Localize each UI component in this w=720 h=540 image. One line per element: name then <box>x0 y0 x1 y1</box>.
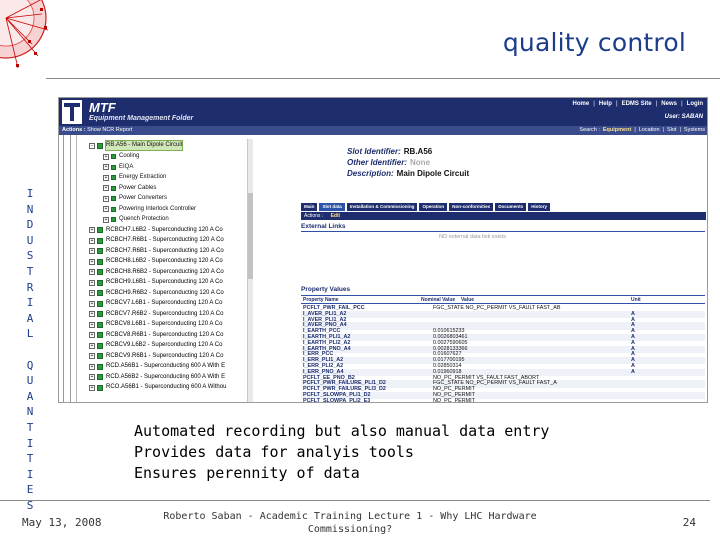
property-unit: A <box>631 310 635 317</box>
property-name[interactable]: PCFLT_PWR_FAILURE_PLI3_D2 <box>303 386 386 393</box>
particle-event-logo <box>0 0 56 88</box>
slide-title: quality control <box>502 28 686 57</box>
system-icon <box>111 165 116 170</box>
expand-icon[interactable]: + <box>104 153 108 160</box>
collapse-icon[interactable]: − <box>90 142 94 149</box>
expand-icon[interactable]: + <box>104 216 108 223</box>
property-name[interactable]: I_AVER_PLI1_A2 <box>303 316 347 323</box>
circuit-icon <box>97 280 103 286</box>
expand-icon[interactable]: + <box>104 185 108 191</box>
title-divider <box>46 78 720 79</box>
property-value: 0.0028133366 <box>433 345 468 352</box>
top-nav: Home | Help | EDMS Site | News | Login <box>572 101 703 107</box>
actions-bar <box>59 126 708 135</box>
expand-icon[interactable]: + <box>90 300 94 307</box>
circuit-icon <box>97 301 103 307</box>
caption-letter: E <box>26 483 34 497</box>
expand-icon[interactable]: + <box>90 258 94 265</box>
footer-credit: Roberto Saban - Academic Training Lecture 1 - Why LHC Hardware Commissioning? <box>163 511 537 535</box>
property-unit: A <box>631 363 635 369</box>
tree-item-circuit[interactable]: + RCBCH9.R6B2 - Superconducting 120 A Co <box>90 289 224 296</box>
system-icon <box>111 175 116 180</box>
page-number: 24 <box>682 516 696 529</box>
equipment-tree <box>59 135 254 403</box>
bullet-item: Ensures perennity of data <box>134 464 360 482</box>
mtf-app-screenshot <box>58 97 708 403</box>
circuit-icon <box>97 374 103 380</box>
edit-link[interactable]: Edit <box>330 213 341 219</box>
property-unit: A <box>631 357 635 364</box>
caption-letter: D <box>26 218 34 232</box>
property-name[interactable]: PCFLT_SLOWPA_PLI1_D2 <box>303 392 371 398</box>
expand-icon[interactable]: + <box>90 227 94 233</box>
section-divider <box>301 295 705 296</box>
caption-letter: N <box>26 405 34 419</box>
property-unit: A <box>631 368 635 375</box>
tab-documents[interactable]: Documents <box>495 203 526 211</box>
detail-tabs <box>301 203 550 211</box>
tree-scrollbar[interactable] <box>247 139 253 403</box>
property-name[interactable]: I_ERR_PCC <box>303 351 334 358</box>
tree-item-circuit[interactable]: + RCBCH8.L6B2 - Superconducting 120 A Co <box>90 258 223 265</box>
property-value: 0.0026803461 <box>433 334 468 340</box>
property-value: 0.017700195 <box>433 357 465 364</box>
property-name[interactable]: I_ERR_PLI1_A2 <box>303 357 344 364</box>
property-unit: A <box>631 345 635 352</box>
footer-date: May 13, 2008 <box>22 516 102 529</box>
tab-main[interactable]: Main <box>301 203 317 211</box>
expand-icon[interactable]: + <box>90 363 94 370</box>
tree-item-circuit[interactable]: + RCD.A56B1 - Superconducting 600 A With E <box>90 363 226 370</box>
tree-item-circuit[interactable]: + RCBCV8.L6B1 - Superconducting 120 A Co <box>90 321 223 328</box>
nav-login-link[interactable]: Login <box>686 101 703 107</box>
tree-item[interactable]: + Energy Extraction <box>104 174 167 181</box>
slot-detail-panel <box>299 135 708 403</box>
caption-letter: L <box>26 327 34 341</box>
tree-guide-lines <box>63 135 87 403</box>
table-row <box>301 398 705 403</box>
caption-letter: I <box>26 296 34 310</box>
column-header: Value <box>461 297 475 303</box>
caption-gap <box>23 342 37 358</box>
tree-item[interactable]: + Powering Interlock Controller <box>104 205 197 212</box>
property-name[interactable]: I_AVER_PNO_A4 <box>303 322 347 329</box>
expand-icon[interactable]: + <box>90 374 94 380</box>
circuit-icon <box>97 311 103 317</box>
expand-icon[interactable]: + <box>90 342 94 349</box>
actions-label: Actions : <box>62 127 86 133</box>
slot-identifier: Slot Identifier: RB.A56 <box>347 147 433 156</box>
property-name[interactable]: PCFLT_PWR_FAIL_PCC <box>303 305 365 311</box>
bullet-item: Provides data for analyis tools <box>134 443 414 461</box>
expand-icon[interactable]: + <box>104 195 108 202</box>
property-unit: A <box>631 334 635 340</box>
property-value: NO_PC_PERMIT <box>433 397 475 403</box>
search-label: Search : <box>579 127 600 133</box>
show-ncr-report-link[interactable]: Show NCR Report <box>87 127 133 133</box>
expand-icon[interactable]: + <box>90 311 94 317</box>
property-value: 0.0027590605 <box>433 339 468 346</box>
caption-letter: S <box>26 249 34 263</box>
property-values-title: Property Values <box>301 286 351 293</box>
property-value: NO_PC_PERMIT <box>433 392 475 398</box>
caption-letter: A <box>26 311 34 325</box>
expand-icon[interactable]: + <box>90 248 94 254</box>
tab-non-conformities[interactable]: Non-conformities <box>449 203 493 211</box>
scrollbar-thumb[interactable] <box>248 193 253 279</box>
tab-installation-commissioning[interactable]: Installation & Commissioning <box>347 203 418 211</box>
system-icon <box>111 196 116 201</box>
app-title: MTF <box>89 100 116 115</box>
property-unit: A <box>631 322 635 329</box>
tree-item-circuit[interactable]: + RCBCH8.R6B2 - Superconducting 120 A Co <box>90 268 224 275</box>
tree-item[interactable]: + Power Converters <box>104 195 168 202</box>
caption-letter: R <box>26 280 34 294</box>
nav-home-link[interactable]: Home <box>572 101 590 107</box>
tree-item-circuit[interactable]: + RCBCV7.L6B1 - Superconducting 120 A Co <box>90 300 223 307</box>
nav-help-link[interactable]: Help <box>598 101 612 107</box>
caption-letter: I <box>26 187 34 200</box>
expand-icon[interactable]: + <box>90 353 94 359</box>
expand-icon[interactable]: + <box>90 237 94 244</box>
caption-letter: U <box>26 374 34 388</box>
system-icon <box>111 154 116 159</box>
vertical-caption <box>23 186 37 513</box>
tab-slot-data[interactable]: Slot data <box>319 203 344 211</box>
caption-letter: N <box>26 202 34 216</box>
expand-icon[interactable]: + <box>104 174 108 181</box>
circuit-icon <box>97 332 103 338</box>
caption-letter: I <box>26 467 34 481</box>
column-header: Nominal Value <box>421 297 456 303</box>
expand-icon[interactable]: + <box>104 206 108 212</box>
tab-operation[interactable]: Operation <box>419 203 447 211</box>
circuit-icon <box>97 227 103 233</box>
expand-icon[interactable]: + <box>90 279 94 286</box>
tree-item-circuit[interactable]: + RCBCV9.R6B1 - Superconducting 120 A Co <box>90 352 224 359</box>
caption-letter: T <box>26 420 34 434</box>
circuit-icon <box>97 322 103 328</box>
search-systems-link[interactable]: Systems <box>683 127 705 133</box>
circuit-icon <box>97 248 103 254</box>
property-unit: A <box>631 339 635 346</box>
property-unit: A <box>631 351 635 358</box>
property-unit: A <box>631 328 635 335</box>
circuit-icon <box>97 259 103 265</box>
expand-icon[interactable]: + <box>104 164 108 170</box>
search-equipment-link[interactable]: Equipment <box>602 127 632 133</box>
circuit-icon <box>97 364 103 370</box>
tree-item-circuit[interactable]: + RCBCV9.L6B2 - Superconducting 120 A Co <box>90 342 223 349</box>
external-links-title: External Links <box>301 223 346 230</box>
nav-edms-link[interactable]: EDMS Site <box>621 101 652 107</box>
footer-divider <box>0 500 710 501</box>
circuit-icon <box>97 269 103 275</box>
other-identifier: Other Identifier: None <box>347 158 431 167</box>
column-header: Property Name <box>303 297 339 303</box>
expand-icon[interactable]: + <box>90 321 94 328</box>
bullet-list <box>134 421 549 484</box>
tree-item[interactable]: + Power Cables <box>104 184 157 191</box>
tree-item-root[interactable]: − RB.A56 - Main Dipole Circuit <box>90 142 183 149</box>
user-label: User: SABAN <box>664 114 703 120</box>
property-name[interactable]: PCFLT_EE_PNO_B2 <box>303 374 355 381</box>
property-value: NO_PC_PERMIT VS_FAULT FAST_ABORT <box>433 374 540 381</box>
tree-item-circuit[interactable]: + RCBCH9.L6B1 - Superconducting 120 A Co <box>90 279 223 286</box>
property-name[interactable]: I_ERR_PLI2_A2 <box>303 363 344 369</box>
tree-item-circuit[interactable]: + RCD.A56B2 - Superconducting 600 A With E <box>90 373 226 380</box>
expand-icon[interactable]: + <box>90 290 94 296</box>
property-name[interactable]: PCFLT_PWR_FAILURE_PLI1_D2 <box>303 380 386 387</box>
property-value: 0.01607627 <box>433 351 462 358</box>
property-name[interactable]: I_EARTH_PCC <box>303 328 341 335</box>
property-value: 0.010615233 <box>433 328 465 335</box>
tree-item[interactable]: + Cooling <box>104 153 140 160</box>
caption-letter: I <box>26 436 34 450</box>
tree-item-circuit[interactable]: + RCBCV8.R6B1 - Superconducting 120 A Co <box>90 331 224 338</box>
property-value: FGC_STATE NO_PC_PERMIT VS_FAULT FAST_AB <box>433 305 561 311</box>
property-value: 0.01960918 <box>433 368 462 375</box>
property-name[interactable]: I_EARTH_PLI1_A2 <box>303 334 351 340</box>
tab-history[interactable]: History <box>528 203 550 211</box>
tab-actions-bar: Actions : Edit <box>301 212 706 220</box>
caption-letter: Q <box>26 358 34 372</box>
app-header <box>59 98 708 126</box>
tree-item-circuit[interactable]: + RCBCV7.R6B2 - Superconducting 120 A Co <box>90 310 224 317</box>
tree-item-circuit[interactable]: + RCO.A56B1 - Superconducting 600 A Withou <box>90 384 227 391</box>
caption-letter: T <box>26 264 34 278</box>
circuit-icon <box>97 290 103 296</box>
property-name[interactable]: I_AVER_PLI1_A2 <box>303 310 347 317</box>
caption-letter: S <box>26 498 34 512</box>
nav-news-link[interactable]: News <box>661 101 677 107</box>
caption-letter: U <box>26 233 34 247</box>
circuit-icon <box>97 353 103 359</box>
expand-icon[interactable]: + <box>90 332 94 338</box>
system-icon <box>111 217 116 222</box>
no-links-message: NO external data link exists <box>439 234 506 240</box>
search-slot-link[interactable]: Slot <box>666 127 677 133</box>
circuit-icon <box>97 385 103 391</box>
system-icon <box>111 207 116 212</box>
property-name[interactable]: PCFLT_SLOWPA_PLI2_E3 <box>303 397 371 403</box>
tree-item[interactable]: + Quench Protection <box>104 216 169 223</box>
folder-icon <box>97 143 103 149</box>
circuit-icon <box>97 343 103 349</box>
circuit-icon <box>97 238 103 244</box>
property-value: FGC_STATE NO_PC_PERMIT VS_FAULT FAST_A <box>433 380 557 387</box>
expand-icon[interactable]: + <box>90 269 94 275</box>
app-subtitle: Equipment Management Folder <box>89 115 194 122</box>
mtf-logo-icon <box>62 100 82 124</box>
tree-item-circuit[interactable]: + RCBCH7.L6B2 - Superconducting 120 A Co <box>90 226 223 233</box>
column-header: Unit <box>631 297 641 303</box>
bullet-item: Automated recording but also manual data entry <box>134 422 550 440</box>
property-name[interactable]: I_ERR_PNO_A4 <box>303 368 344 375</box>
expand-icon[interactable]: + <box>90 384 94 391</box>
slot-description: Description: Main Dipole Circuit <box>347 169 470 178</box>
tree-item[interactable]: + EIQA <box>104 163 134 170</box>
tree-item-circuit[interactable]: + RCBCH7.R6B1 - Superconducting 120 A Co <box>90 237 224 244</box>
property-name[interactable]: I_EARTH_PLI2_A2 <box>303 339 351 346</box>
property-table-header <box>301 297 705 304</box>
tree-item-circuit[interactable]: + RCBCH7.R6B1 - Superconducting 120 A Co <box>90 247 224 254</box>
property-value: 0.02850314 <box>433 363 462 369</box>
system-icon <box>111 186 116 191</box>
search-bar: Search : Equipment | Location | Slot | Systems <box>579 127 705 133</box>
property-name[interactable]: I_EARTH_PNO_A4 <box>303 345 351 352</box>
caption-letter: T <box>26 452 34 466</box>
section-divider <box>301 231 705 232</box>
caption-letter: A <box>26 389 34 403</box>
property-value: NO_PC_PERMIT <box>433 386 475 393</box>
search-location-link[interactable]: Location <box>638 127 660 133</box>
property-unit: A <box>631 316 635 323</box>
